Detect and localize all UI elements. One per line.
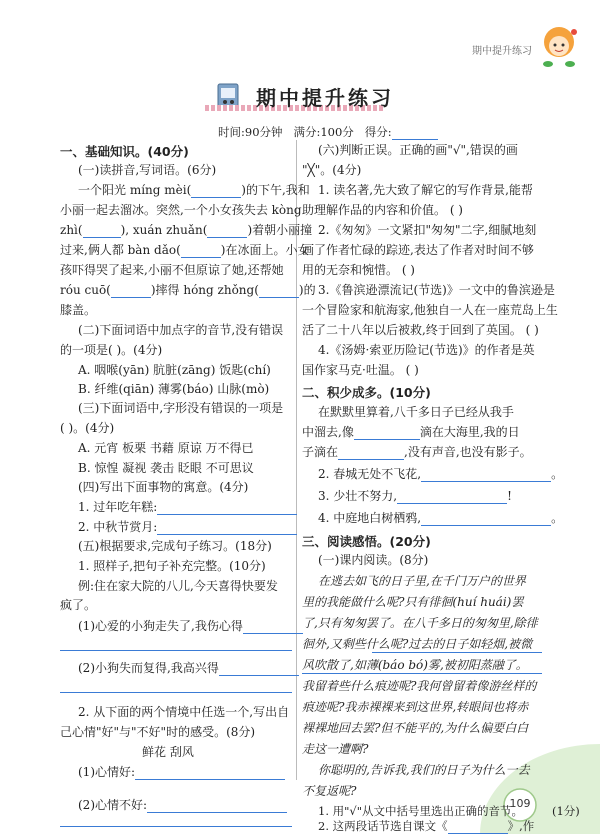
subsection-1-5: (五)根据要求,完成句子练习。(18分)	[78, 539, 272, 553]
reading-line-11: 不复返呢?	[302, 784, 357, 798]
pinyin-line-5: 孩吓得哭了起来,小丽不但原谅了她,还帮她	[60, 263, 284, 277]
good-mood-blank[interactable]	[135, 766, 285, 780]
score-label: 满分:100分	[293, 125, 354, 139]
accum-3: 3. 少壮不努力, !	[318, 489, 512, 503]
pinyin-line-6: róu cuō( )摔得 hóng zhǒng( )的	[60, 283, 316, 297]
judge-1b[interactable]: 助理解作品的内容和价值。 ( )	[302, 203, 463, 217]
q5-1b-line[interactable]	[60, 692, 292, 693]
q4-2-blank[interactable]	[157, 521, 297, 535]
q4-1: 1. 过年吃年糕:	[78, 499, 297, 515]
judge-1a: 1. 读名著,先大致了解它的写作背景,能帮	[318, 183, 533, 197]
judge-2a: 2.《匆匆》一文紧扣"匆匆"二字,细腻地刻	[318, 223, 537, 237]
subsection-1-3b: ( )。(4分)	[60, 421, 115, 435]
q5-1a-blank[interactable]	[243, 620, 303, 634]
reading-line-2: 里的我能做什么呢?只有徘徊(huí huái)罢	[302, 595, 524, 609]
judge-3b: 一个冒险家和航海家,他独自一人在一座荒岛上生	[302, 303, 558, 317]
subsection-6a: (六)判断正误。正确的画"√",错误的画	[318, 143, 518, 157]
accum-1c: 子滴在 ,没有声音,也没有影子。	[302, 445, 532, 459]
accum-blank-2[interactable]	[338, 446, 404, 460]
q5-1b-blank[interactable]	[219, 662, 299, 676]
pinyin-blank-3[interactable]	[207, 224, 247, 238]
pinyin-line-2: 小丽一起去溜冰。突然,一个小女孩失去 kòng	[60, 203, 302, 217]
pinyin-line-7: 膝盖。	[60, 303, 97, 317]
bad-mood-line[interactable]	[60, 826, 292, 827]
subsection-1-2b: 的一项是( )。(4分)	[60, 343, 163, 357]
reading-q1-score: (1分)	[552, 804, 580, 818]
accum-1b: 中溜去,像 滴在大海里,我的日	[302, 425, 520, 439]
reading-underline-2	[302, 673, 542, 674]
score-blank[interactable]	[392, 126, 438, 140]
subsection-1-4: (四)写出下面事物的寓意。(4分)	[78, 480, 249, 494]
pinyin-line-1: 一个阳光 míng mèi( )的下午,我和	[78, 183, 310, 197]
judge-4b[interactable]: 国作家马克·吐温。 ( )	[302, 363, 419, 377]
option-3b[interactable]: B. 惊惶 凝视 袭击 眨眼 不可思议	[78, 461, 254, 475]
section-3-heading: 三、阅读感悟。(20分)	[302, 534, 431, 549]
reading-q2: 2. 这两段话节选自课文《 》,作	[318, 819, 535, 833]
q4-2: 2. 中秋节赏月:	[78, 519, 297, 535]
page-number: 109	[509, 797, 531, 810]
q5-2a: 2. 从下面的两个情境中任选一个,写出自	[78, 705, 290, 719]
reading-line-5: 风吹散了,如薄(báo bó)雾,被初阳蒸融了。	[302, 658, 528, 672]
reading-line-10: 你聪明的,告诉我,我们的日子为什么一去	[318, 763, 530, 777]
option-3a[interactable]: A. 元宵 板栗 书藉 原谅 万不得已	[78, 441, 254, 455]
mascot-icon	[536, 20, 582, 70]
pinyin-blank-5[interactable]	[111, 284, 151, 298]
reading-line-4: 徊外,又剩些什么呢?过去的日子如轻烟,被微	[302, 637, 533, 651]
pinyin-blank-2[interactable]	[83, 224, 121, 238]
q5-2b: 己心情"好"与"不好"时的感受。(8分)	[60, 725, 256, 739]
subsection-1-2a: (二)下面词语中加点字的音节,没有错误	[78, 323, 284, 337]
reading-line-7: 痕迹呢?我赤裸裸来到这世界,转眼间也将赤	[302, 700, 529, 714]
subsection-1-3a: (三)下面词语中,字形没有错误的一项是	[78, 401, 284, 415]
bad-mood: (2)心情不好:	[78, 797, 287, 813]
reading-q2-blank[interactable]	[448, 820, 508, 834]
judge-2c[interactable]: 用的无奈和惋惜。 ( )	[302, 263, 415, 277]
reading-line-6: 我留着些什么痕迹呢?我何曾留着像游丝样的	[302, 679, 537, 693]
example-line-1: 例:住在家大院的八儿,今天喜得快要发	[78, 579, 278, 593]
reading-line-3: 了,只有匆匆罢了。在八千多日的匆匆里,除徘	[302, 616, 538, 630]
situation-options: 鲜花 刮风	[142, 745, 194, 759]
meta-row	[218, 124, 438, 140]
judge-3a: 3.《鲁滨逊漂流记(节选)》一文中的鲁滨逊是	[318, 283, 555, 297]
q5-1a: (1)心爱的小狗走失了,我伤心得	[78, 618, 303, 634]
reading-q1: 1. 用"√"从文中括号里选出正确的音节。	[318, 804, 524, 818]
judge-4a: 4.《汤姆·索亚历险记(节选)》的作者是英	[318, 343, 535, 357]
pinyin-blank-4[interactable]	[181, 244, 221, 258]
bad-mood-blank[interactable]	[147, 799, 287, 813]
accum-blank-4[interactable]	[397, 490, 507, 504]
subsection-6b: "╳"。(4分)	[302, 163, 362, 177]
good-mood: (1)心情好:	[78, 764, 285, 780]
pinyin-line-4: 过来,俩人都 bàn dǎo( )在冰面上。小女	[60, 243, 310, 257]
accum-1a: 在默默里算着,八千多日子已经从我手	[318, 405, 514, 419]
reading-line-9: 走这一遭啊?	[302, 742, 369, 756]
reading-underline-1	[372, 652, 542, 653]
accum-4: 4. 中庭地白树栖鸦, 。	[318, 511, 564, 525]
example-line-2: 疯了。	[60, 598, 97, 612]
section-2-heading: 二、积少成多。(10分)	[302, 385, 431, 400]
q5-1a-line[interactable]	[60, 650, 292, 651]
q5-1b: (2)小狗失而复得,我高兴得	[78, 660, 299, 676]
page-title: 期中提升练习	[256, 86, 394, 110]
option-2b[interactable]: B. 纤维(qiān) 薄雾(báo) 山脉(mò)	[78, 382, 270, 396]
judge-3c[interactable]: 活了二十八年以后被救,终于回到了英国。 ( )	[302, 323, 539, 337]
reading-line-1: 在逃去如飞的日子里,在千门万户的世界	[318, 574, 526, 588]
accum-blank-5[interactable]	[421, 512, 551, 526]
accum-blank-3[interactable]	[421, 468, 551, 482]
got-label: 得分:	[364, 125, 392, 139]
reading-line-8: 裸裸地回去罢?但不能平的,为什么偏要白白	[302, 721, 529, 735]
subsection-1-1: (一)读拼音,写词语。(6分)	[78, 163, 217, 177]
subsection-3-1: (一)课内阅读。(8分)	[318, 553, 429, 567]
time-label: 时间:90分钟	[218, 125, 283, 139]
accum-blank-1[interactable]	[354, 426, 420, 440]
q5-1: 1. 照样子,把句子补充完整。(10分)	[78, 559, 266, 573]
pinyin-blank-1[interactable]	[191, 184, 241, 198]
section-1-heading: 一、基础知识。(40分)	[60, 144, 189, 159]
judge-2b: 画了作者忙碌的踪迹,表达了作者对时间不够	[302, 243, 534, 257]
header-tag: 期中提升练习	[472, 46, 532, 57]
q4-1-blank[interactable]	[157, 501, 297, 515]
pinyin-blank-6[interactable]	[259, 284, 299, 298]
option-2a[interactable]: A. 咽喉(yān) 肮脏(zāng) 饭匙(chí)	[78, 363, 271, 377]
pinyin-line-3: zhì( ), xuán zhuǎn( )着朝小丽撞	[60, 223, 313, 237]
accum-2: 2. 春城无处不飞花, 。	[318, 467, 564, 481]
